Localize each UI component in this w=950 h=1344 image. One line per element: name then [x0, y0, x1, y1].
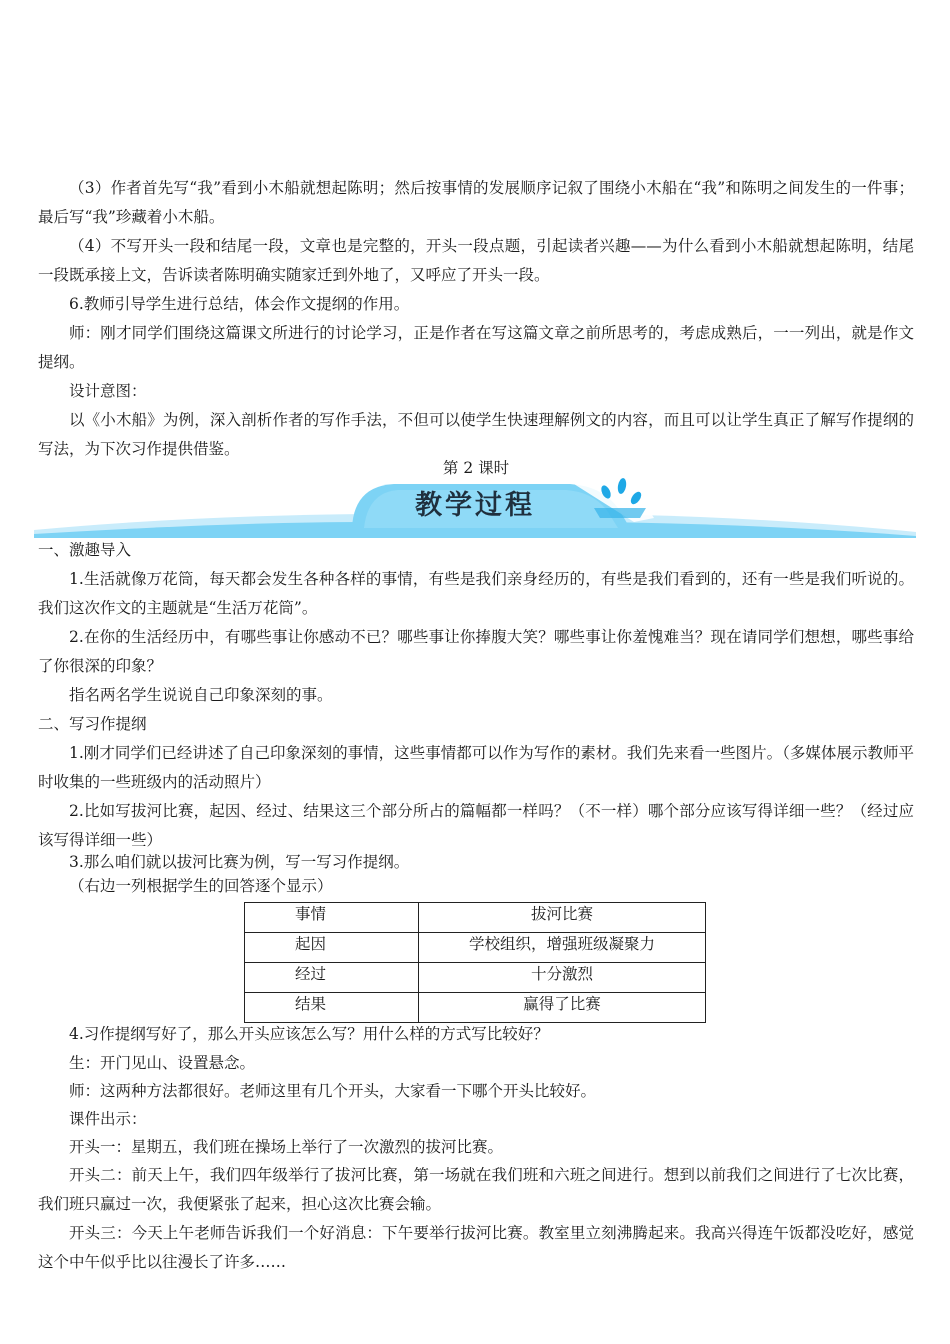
- outline-note: （右边一列根据学生的回答逐个显示）: [69, 877, 333, 895]
- table-value: 拔河比赛: [419, 903, 706, 933]
- outline-paragraph-1: 1.刚才同学们已经讲述了自己印象深刻的事情，这些事情都可以作为写作的素材。我们先来看一些图片。（多媒体展示教师平时收集的一些班级内的活动照片）: [38, 744, 914, 791]
- intro-paragraph-3: 指名两名学生说说自己印象深刻的事。: [69, 686, 333, 704]
- table-value: 十分激烈: [419, 963, 706, 993]
- paragraph-point-3: （3）作者首先写“我”看到小木船就想起陈明；然后按事情的发展顺序记叙了围绕小木船在“我”和陈明之间发生的一件事；最后写“我”珍藏着小木船。: [38, 179, 914, 226]
- table-key: 起因: [245, 933, 419, 963]
- intro-paragraph-1: 1.生活就像万花筒，每天都会发生各种各样的事情，有些是我们亲身经历的，有些是我们看到的，还有一些是我们听说的。我们这次作文的主题就是“生活万花筒”。: [38, 570, 914, 617]
- paragraph-teacher-summary: 师：刚才同学们围绕这篇课文所进行的讨论学习，正是作者在写这篇文章之前所思考的，考虑成熟后，一一列出，就是作文提纲。: [38, 324, 914, 371]
- opening-3: 开头三：今天上午老师告诉我们一个好消息：下午要举行拔河比赛。教室里立刻沸腾起来。我高兴得连午饭都没吃好，感觉这个中午似乎比以往漫长了许多……: [38, 1224, 914, 1271]
- table-value: 学校组织，增强班级凝聚力: [419, 933, 706, 963]
- table-row: [245, 933, 706, 963]
- opening-1: 开头一：星期五，我们班在操场上举行了一次激烈的拔河比赛。: [69, 1138, 504, 1156]
- table-row: [245, 903, 706, 933]
- table-key: 事情: [245, 903, 419, 933]
- design-intent-text: 以《小木船》为例，深入剖析作者的写作手法，不但可以使学生快速理解例文的内容，而且可以让学生真正了解写作提纲的写法，为下次习作提供借鉴。: [38, 411, 914, 458]
- outline-table: [244, 902, 706, 1023]
- intro-paragraph-2: 2.在你的生活经历中，有哪些事让你感动不已？哪些事让你捧腹大笑？哪些事让你羞愧难当？现在请同学们想想，哪些事给了你很深的印象？: [38, 628, 914, 675]
- lesson-label: 第 2 课时: [442, 459, 510, 477]
- design-intent-label: 设计意图：: [69, 382, 147, 400]
- paragraph-point-4: （4）不写开头一段和结尾一段，文章也是完整的，开头一段点题，引起读者兴趣——为什么看到小木船就想起陈明，结尾一段既承接上文，告诉读者陈明确实随家迁到外地了，又呼应了开头一段。: [38, 237, 914, 284]
- table-key: 经过: [245, 963, 419, 993]
- teacher-remark: 师：这两种方法都很好。老师这里有几个开头，大家看一下哪个开头比较好。: [69, 1082, 597, 1100]
- table-row: [245, 963, 706, 993]
- table-row: [245, 993, 706, 1023]
- outline-paragraph-2: 2.比如写拔河比赛，起因、经过、结果这三个部分所占的篇幅都一样吗？（不一样）哪个部分应该写得详细一些？（经过应该写得详细一些）: [38, 802, 914, 849]
- student-answer: 生：开门见山、设置悬念。: [69, 1054, 256, 1072]
- section-heading-intro: 一、激趣导入: [38, 541, 132, 559]
- section-heading-outline: 二、写习作提纲: [38, 715, 147, 733]
- after-table-paragraph-1: 4.习作提纲写好了，那么开头应该怎么写？用什么样的方式写比较好？: [69, 1025, 549, 1043]
- table-key: 结果: [245, 993, 419, 1023]
- courseware-label: 课件出示：: [69, 1110, 147, 1128]
- paragraph-step-6: 6.教师引导学生进行总结，体会作文提纲的作用。: [69, 295, 410, 313]
- banner-title: 教学过程: [415, 490, 535, 521]
- outline-paragraph-3: 3.那么咱们就以拔河比赛为例，写一写习作提纲。: [69, 853, 410, 871]
- opening-2: 开头二：前天上午，我们四年级举行了拔河比赛，第一场就在我们班和六班之间进行。想到以前我们之间进行了七次比赛，我们班只赢过一次，我便紧张了起来，担心这次比赛会输。: [38, 1166, 914, 1213]
- table-value: 赢得了比赛: [419, 993, 706, 1023]
